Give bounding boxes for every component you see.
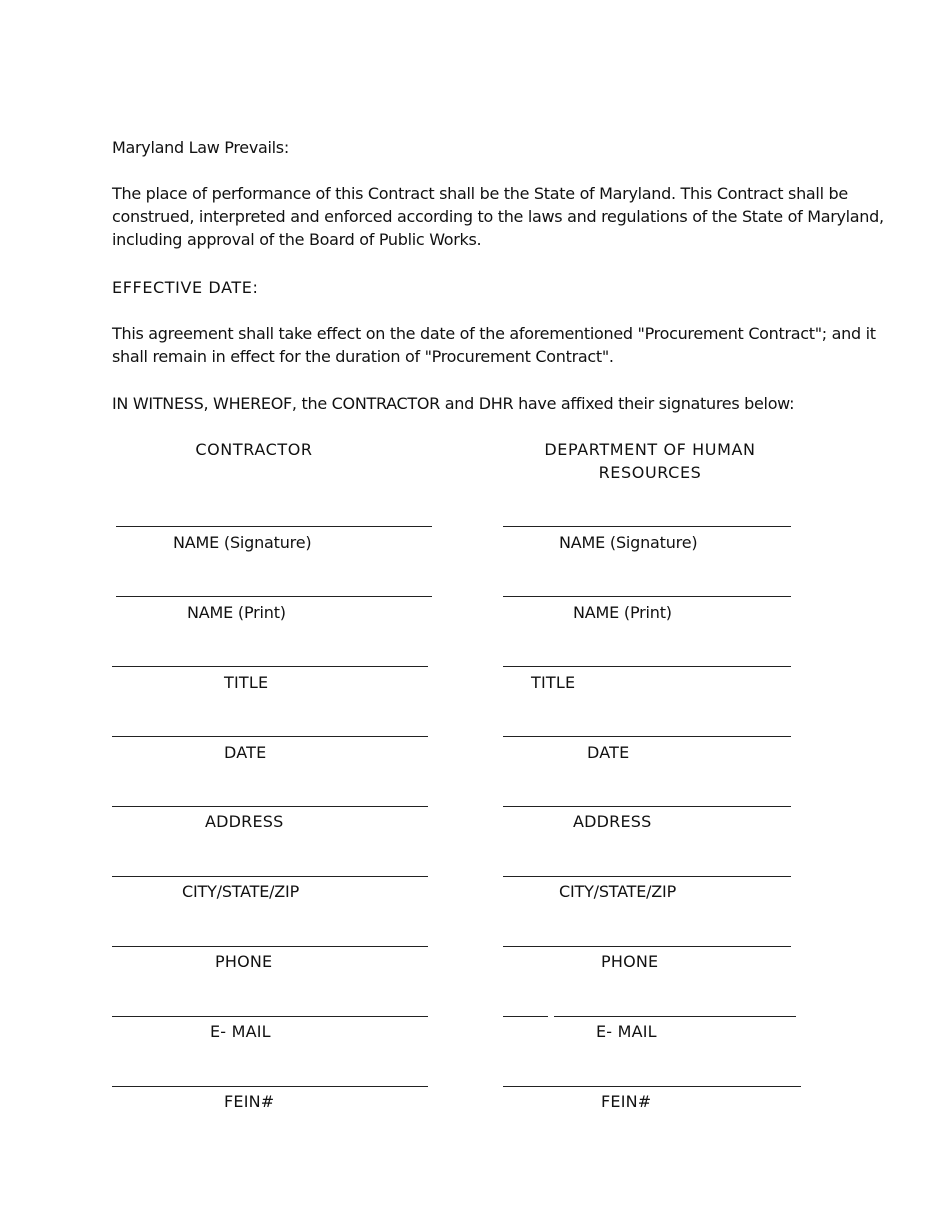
dhr-signature-label: NAME (Signature) — [559, 533, 698, 552]
dhr-signature-line[interactable] — [503, 526, 791, 527]
dhr-column-header-line1: DEPARTMENT OF HUMAN — [544, 440, 756, 459]
contractor-print-name-label: NAME (Print) — [187, 603, 286, 622]
contractor-date-label: DATE — [224, 743, 267, 762]
dhr-phone-label: PHONE — [601, 952, 659, 971]
contractor-email-line[interactable] — [112, 1016, 428, 1017]
contractor-column-header: CONTRACTOR — [195, 440, 313, 459]
witness-statement: IN WITNESS, WHEREOF, the CONTRACTOR and DHR have affixed their signatures below: — [112, 394, 795, 413]
contractor-title-line[interactable] — [112, 666, 428, 667]
dhr-column-header-line2: RESOURCES — [598, 463, 702, 482]
dhr-email-line[interactable] — [554, 1016, 796, 1017]
dhr-phone-line[interactable] — [503, 946, 791, 947]
contractor-address-label: ADDRESS — [205, 812, 284, 831]
dhr-title-label: TITLE — [531, 673, 576, 692]
contractor-city-state-zip-label: CITY/STATE/ZIP — [182, 882, 300, 901]
law-heading: Maryland Law Prevails: — [112, 138, 289, 157]
contractor-fein-line[interactable] — [112, 1086, 428, 1087]
dhr-fein-line[interactable] — [503, 1086, 801, 1087]
dhr-date-line[interactable] — [503, 736, 791, 737]
contractor-signature-label: NAME (Signature) — [173, 533, 312, 552]
contractor-email-label: E- MAIL — [210, 1022, 271, 1041]
contractor-phone-label: PHONE — [215, 952, 273, 971]
dhr-address-line[interactable] — [503, 806, 791, 807]
law-paragraph: The place of performance of this Contract shall be the State of Maryland. This Contract shall be construed, interpreted and enforced according to the laws and regulations of the State of Maryland, including approval of the Board of Public Works. — [112, 184, 884, 249]
effective-date-paragraph: This agreement shall take effect on the date of the aforementioned "Procurement Contract"; and it shall remain in effect for the duration of "Procurement Contract". — [112, 324, 876, 366]
effective-date-heading: EFFECTIVE DATE: — [112, 278, 259, 297]
dhr-print-name-label: NAME (Print) — [573, 603, 672, 622]
dhr-print-name-line[interactable] — [503, 596, 791, 597]
dhr-address-label: ADDRESS — [573, 812, 652, 831]
dhr-city-state-zip-label: CITY/STATE/ZIP — [559, 882, 677, 901]
contractor-fein-label: FEIN# — [224, 1092, 275, 1111]
dhr-fein-label: FEIN# — [601, 1092, 652, 1111]
contractor-print-name-line[interactable] — [116, 596, 432, 597]
dhr-email-line-start[interactable] — [503, 1016, 548, 1017]
contractor-title-label: TITLE — [224, 673, 269, 692]
dhr-email-label: E- MAIL — [596, 1022, 657, 1041]
contractor-signature-line[interactable] — [116, 526, 432, 527]
contractor-phone-line[interactable] — [112, 946, 428, 947]
dhr-city-state-zip-line[interactable] — [503, 876, 791, 877]
contractor-address-line[interactable] — [112, 806, 428, 807]
dhr-title-line[interactable] — [503, 666, 791, 667]
contractor-date-line[interactable] — [112, 736, 428, 737]
contractor-city-state-zip-line[interactable] — [112, 876, 428, 877]
dhr-date-label: DATE — [587, 743, 630, 762]
